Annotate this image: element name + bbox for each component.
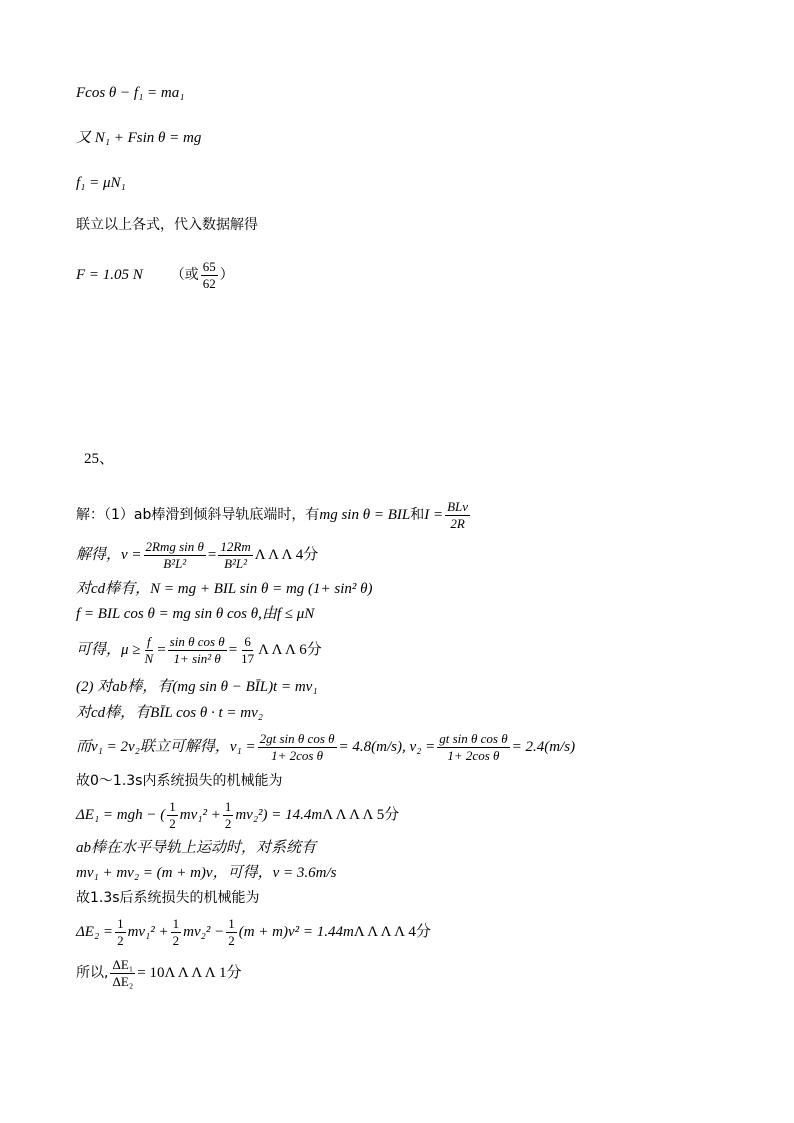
q25-line-2: 解得，v = $\frac{\text{2Rmg sin θ}}{\text{B²L²}}$ = $\frac{12Rm}{\text{B²L²}}$ Λ Λ Λ 4分 [76, 538, 319, 571]
q25-line-15: 所以, $\frac{\text{ΔE₁}}{\text{ΔE₂}}$ = 10 Λ Λ Λ Λ 1分 [76, 956, 242, 989]
q25-line-4: f = BIL cos θ = mg sin θ cos θ,由f ≤ μN [76, 606, 315, 622]
fraction-65-62: $\frac{65}{62}$ [202, 258, 216, 291]
q25-line-11: ab棒在水平导轨上运动时，对系统有 [76, 840, 317, 856]
q25-line-9: 故0～1.3s内系统损失的机械能为 [76, 773, 283, 789]
q25-line-3: 对cd棒有，N = mg + BIL sin θ = mg (1+ sin² θ) [76, 581, 373, 597]
q25-line-5: 可得，μ ≥ $\frac{f}{N}$ = $\frac{\text{sin θ cos θ}}{\text{1+ sin² θ}}$ = $\frac{6}{17}$ Λ Λ Λ 6分 [76, 633, 322, 666]
text-combine-solve: 联立以上各式，代入数据解得 [76, 217, 258, 233]
q25-line-1: 解：（1）ab棒滑到倾斜导轨底端时，有 mg sin θ = BIL 和 I = $\frac{\text{BLv}}{2R}$ [76, 498, 469, 531]
equation-friction: f₁ = μN₁ [76, 175, 126, 191]
q25-line-14: ΔE₂ = $\frac{1}{2}$ mv₁² + $\frac{1}{2}$ mv₂² − $\frac{1}{2}$ (m + m)v² = 1.44m Λ Λ Λ Λ 4分 [76, 915, 431, 948]
q25-line-12: mv₁ + mv₂ = (m + m)v，可得，v = 3.6m/s [76, 865, 337, 881]
q25-line-10: ΔE₁ = mgh − ( $\frac{1}{2}$ mv₁² + $\frac{1}{2}$ mv₂²) = 14.4m Λ Λ Λ Λ 5分 [76, 798, 400, 831]
q25-line-8: 而v₁ = 2v₂联立可解得，v₁ = $\frac{\text{2gt sin θ cos θ}}{\text{1+ 2cos θ}}$ = 4.8(m/s), v₂ = $\frac{\text{gt sin θ cos θ}}{\text{1+ 2cos θ}}$ = 2.4(m/s) [76, 730, 576, 763]
equation-normal-force: 又 N₁ + Fsin θ = mg [76, 130, 202, 146]
q25-line-6: (2) 对ab棒，有(mg sin θ − BĪL)t = mv₁ [76, 679, 318, 695]
equation-force-balance-x: Fcos θ − f₁ = ma₁ [76, 85, 185, 101]
question-number: 25、 [84, 451, 115, 467]
q25-line-13: 故1.3s后系统损失的机械能为 [76, 890, 260, 906]
q25-line-7: 对cd棒，有BĪL cos θ · t = mv₂ [76, 705, 263, 721]
answer-force: F = 1.05 N （或 $\frac{65}{62}$ ） [76, 258, 234, 291]
